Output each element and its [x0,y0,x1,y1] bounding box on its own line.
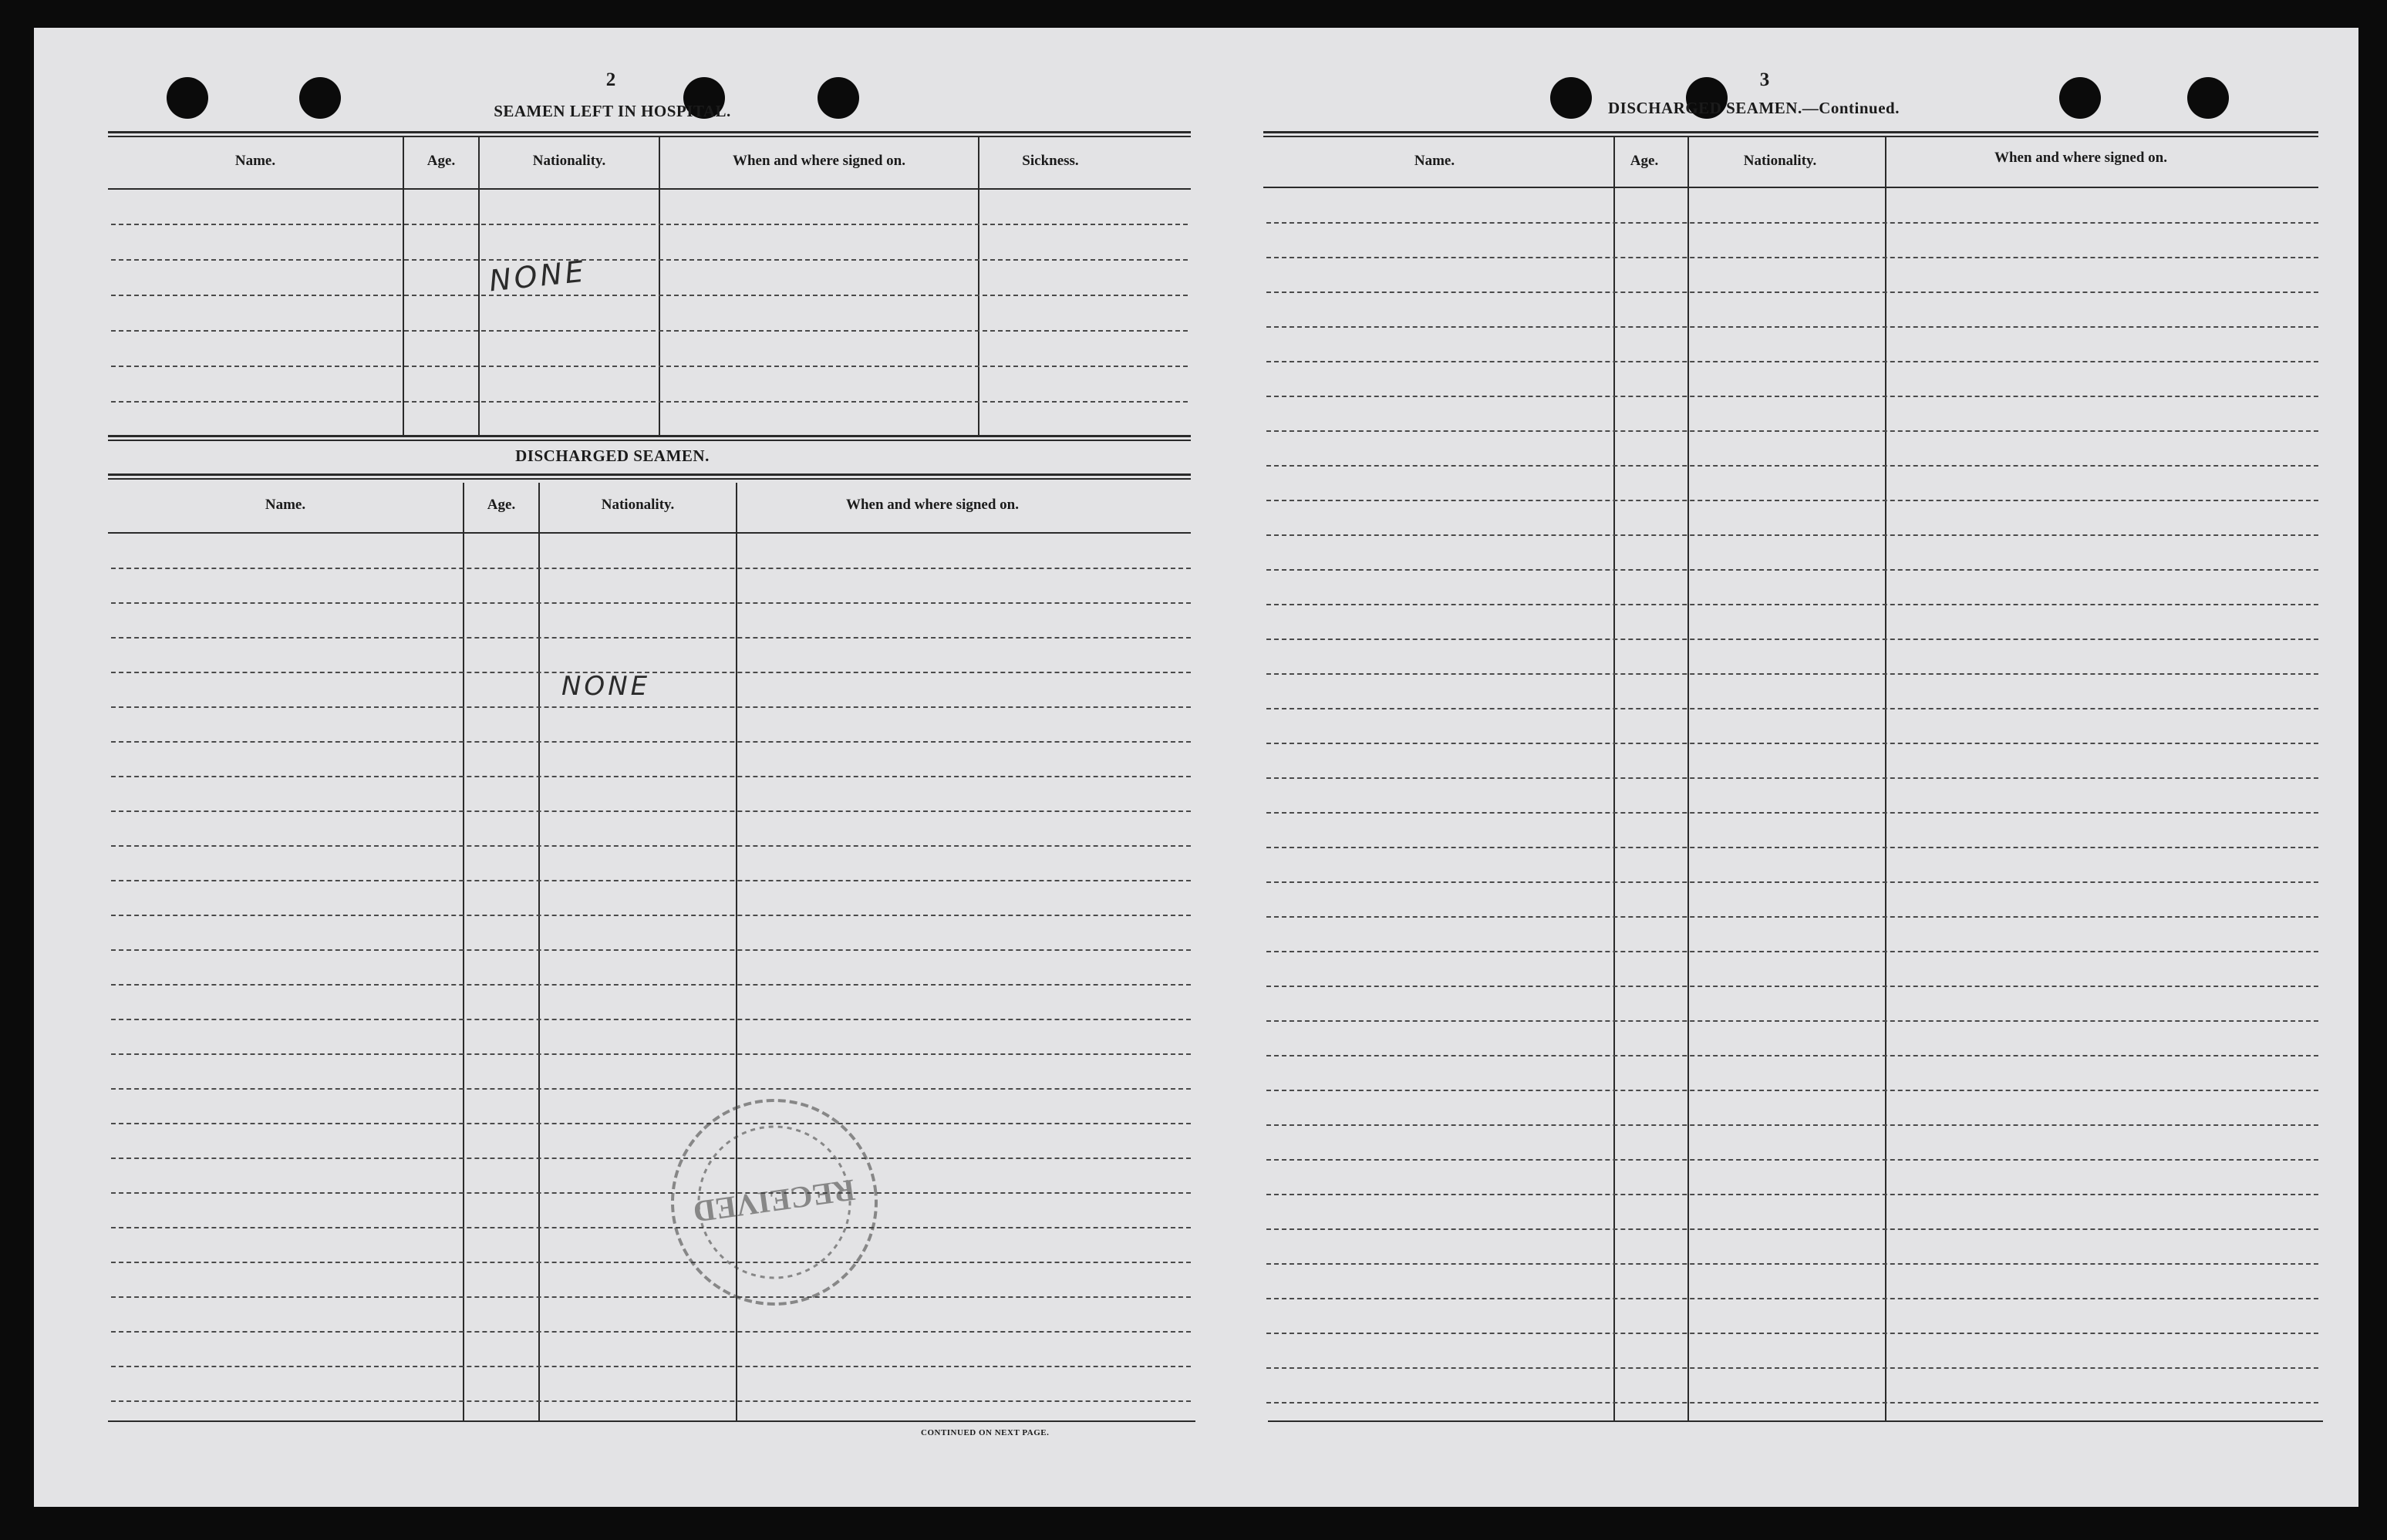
left-bottom-rule [108,1420,1195,1422]
ruled-line [1266,1090,2318,1091]
ruled-line [111,637,1191,639]
hospital-section-title: SEAMEN LEFT IN HOSPITAL. [494,102,731,120]
document-scan [34,28,2358,1507]
punch-hole [2187,77,2229,119]
ruled-line [1266,777,2318,779]
punch-hole [2059,77,2101,119]
ruled-line [1266,881,2318,883]
hospital-top-rule [108,131,1191,137]
punch-hole [299,77,341,119]
ruled-line [1266,812,2318,814]
ruled-line [1266,534,2318,536]
hospital-col-divider [478,137,480,436]
ruled-line [1266,743,2318,744]
ruled-line [1266,604,2318,605]
ruled-line [1266,916,2318,918]
ruled-line [1266,361,2318,362]
ruled-line [111,810,1191,812]
ruled-line [1266,1367,2318,1369]
ruled-line [1266,1055,2318,1056]
ruled-line [111,706,1191,708]
ruled-line [1266,291,2318,293]
right-header-rule [1263,187,2318,188]
left-page-number: 2 [605,69,616,90]
right-col-nationality: Nationality. [1743,153,1817,169]
ruled-line [111,1019,1191,1020]
ruled-line [1266,257,2318,258]
ruled-line [1266,222,2318,224]
ruled-line [1266,847,2318,848]
discharged-col-signed-on: When and where signed on. [845,497,1019,513]
ruled-line [111,366,1188,367]
right-bottom-rule [1268,1420,2323,1422]
hospital-col-sickness: Sickness. [1022,153,1079,169]
ruled-line [1266,396,2318,397]
discharged-top-rule [108,473,1191,480]
ruled-line [1266,1159,2318,1161]
punch-hole [167,77,208,119]
right-col-age: Age. [1630,153,1659,169]
ruled-line [1266,1020,2318,1022]
hospital-col-signed-on: When and where signed on. [732,153,905,169]
ruled-line [111,984,1191,986]
ruled-line [111,741,1191,743]
ruled-line [111,845,1191,847]
discharged-col-age: Age. [487,497,516,513]
ruled-line [1266,1228,2318,1230]
ruled-line [111,1227,1191,1228]
right-col-signed-on: When and where signed on. [1994,150,2167,166]
right-col-name: Name. [1414,153,1455,169]
ruled-line [111,776,1191,777]
hospital-col-name: Name. [234,153,276,169]
hospital-col-divider [978,137,979,436]
ruled-line [1266,986,2318,987]
discharged-continued-title: DISCHARGED SEAMEN.—Continued. [1608,99,1900,117]
ruled-line [111,401,1188,403]
ruled-line [111,672,1191,673]
ruled-line [111,330,1188,332]
ruled-line [111,1366,1191,1367]
discharged-col-divider [463,483,464,1420]
hospital-handwritten-entry: NONE [487,254,588,298]
ruled-line [111,1192,1191,1194]
hospital-col-nationality: Nationality. [532,153,606,169]
ruled-line [111,1262,1191,1263]
ruled-line [1266,500,2318,501]
hospital-col-divider [659,137,660,436]
discharged-header-rule [108,532,1191,534]
discharged-col-divider [538,483,540,1420]
ruled-line [111,1088,1191,1090]
ruled-line [111,259,1188,261]
ruled-line [111,568,1191,569]
ruled-line [111,915,1191,916]
ruled-line [1266,1124,2318,1126]
hospital-col-age: Age. [426,153,456,169]
discharged-section-title: DISCHARGED SEAMEN. [515,446,710,465]
ruled-line [1266,1194,2318,1195]
ruled-line [1266,1263,2318,1265]
ruled-line [1266,639,2318,640]
ruled-line [111,602,1191,604]
ruled-line [1266,569,2318,571]
ruled-line [1266,708,2318,709]
ruled-line [1266,1298,2318,1299]
ruled-line [1266,951,2318,952]
punch-hole [1550,77,1592,119]
punch-hole [818,77,859,119]
ruled-line [111,1400,1191,1402]
ruled-line [111,949,1191,951]
ruled-line [111,224,1188,225]
discharged-handwritten-entry: NONE [561,671,651,702]
ruled-line [1266,673,2318,675]
ruled-line [1266,1333,2318,1334]
discharged-col-nationality: Nationality. [601,497,675,513]
right-page-number: 3 [1759,69,1770,90]
ruled-line [1266,465,2318,467]
right-top-rule [1263,131,2318,137]
discharged-col-name: Name. [265,497,306,513]
hospital-bottom-rule [108,435,1191,441]
ruled-line [111,1296,1191,1298]
ruled-line [111,1053,1191,1055]
ruled-line [111,1331,1191,1333]
ruled-line [111,880,1191,881]
ruled-line [1266,430,2318,432]
hospital-col-divider [403,137,404,436]
received-stamp [644,1076,904,1329]
ruled-line [1266,1402,2318,1404]
continued-note: CONTINUED ON NEXT PAGE. [921,1428,1050,1437]
hospital-header-rule [108,188,1191,190]
stamp-label: RECEIVED [691,1172,858,1230]
ruled-line [111,295,1188,296]
ruled-line [1266,326,2318,328]
